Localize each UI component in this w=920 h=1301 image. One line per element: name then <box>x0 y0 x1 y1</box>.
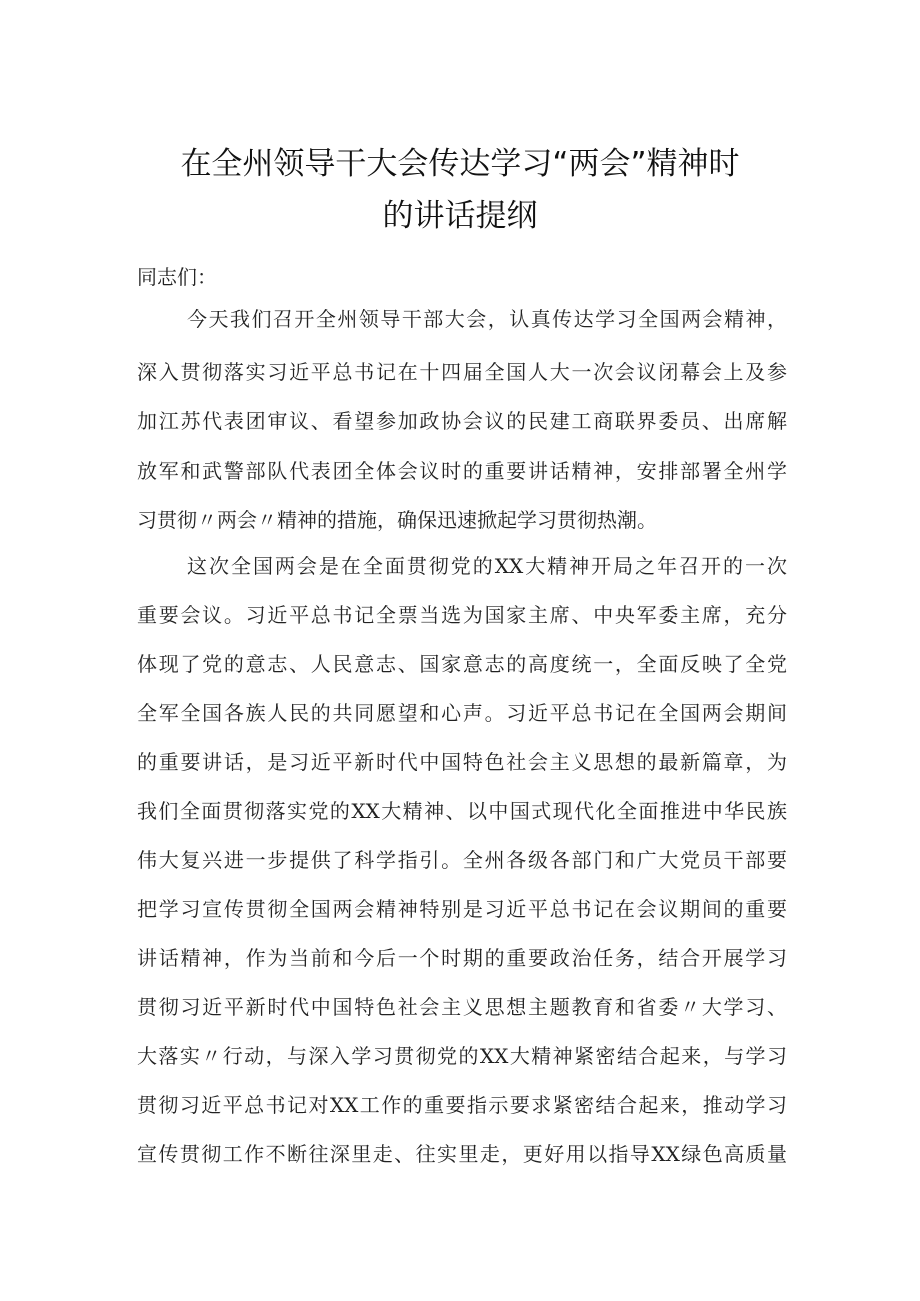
paragraph-2-line: 重要会议。习近平总书记全票当选为国家主席、中央军委主席，充分 <box>137 603 787 627</box>
paragraph-2-line: 讲话精神，作为当前和今后一个时期的重要政治任务，结合开展学习 <box>137 946 787 970</box>
paragraph-2-line: 我们全面贯彻落实党的XX大精神、以中国式现代化全面推进中华民族 <box>137 799 787 823</box>
paragraph-2-line: 把学习宣传贯彻全国两会精神特别是习近平总书记在会议期间的重要 <box>137 897 787 921</box>
paragraph-2-line: 贯彻习近平新时代中国特色社会主义思想主题教育和省委〃大学习、 <box>137 995 787 1019</box>
paragraph-2-line: 这次全国两会是在全面贯彻党的XX大精神开局之年召开的一次 <box>187 554 787 578</box>
paragraph-2-line: 贯彻习近平总书记对XX工作的重要指示要求紧密结合起来，推动学习 <box>137 1093 787 1117</box>
paragraph-1-line: 习贯彻〃两会〃精神的措施，确保迅速掀起学习贯彻热潮。 <box>137 508 657 532</box>
document-title-line-1: 在全州领导干大会传达学习“两会”精神时 <box>180 146 740 182</box>
paragraph-2-line: 宣传贯彻工作不断往深里走、往实里走，更好用以指导XX绿色高质量 <box>137 1142 787 1166</box>
paragraph-1-line: 深入贯彻落实习近平总书记在十四届全国人大一次会议闭幕会上及参 <box>137 360 787 384</box>
salutation: 同志们： <box>137 265 217 289</box>
paragraph-1-line: 今天我们召开全州领导干部大会，认真传达学习全国两会精神， <box>187 307 787 331</box>
paragraph-1-line: 加江苏代表团审议、看望参加政协会议的民建工商联界委员、出席解 <box>137 409 787 433</box>
paragraph-1-line: 放军和武警部队代表团全体会议时的重要讲话精神，安排部署全州学 <box>137 459 787 483</box>
paragraph-2-line: 大落实〃行动，与深入学习贯彻党的XX大精神紧密结合起来，与学习 <box>137 1044 787 1068</box>
paragraph-2-line: 的重要讲话，是习近平新时代中国特色社会主义思想的最新篇章，为 <box>137 750 787 774</box>
paragraph-2-line: 全军全国各族人民的共同愿望和心声。习近平总书记在全国两会期间 <box>137 701 787 725</box>
document-title-line-2: 的讲话提纲 <box>382 198 538 234</box>
paragraph-2-line: 伟大复兴进一步提供了科学指引。全州各级各部门和广大党员干部要 <box>137 848 787 872</box>
paragraph-2-line: 体现了党的意志、人民意志、国家意志的高度统一，全面反映了全党 <box>137 652 787 676</box>
